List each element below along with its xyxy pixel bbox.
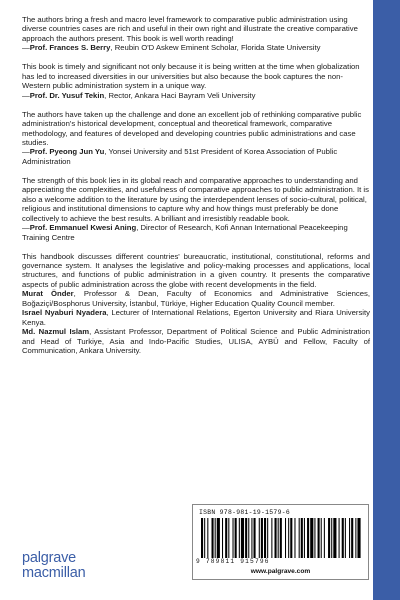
barcode-bar bbox=[324, 518, 325, 558]
cover-spine-strip bbox=[373, 0, 400, 600]
barcode-bar bbox=[280, 518, 282, 558]
endorsement-attribution: —Prof. Dr. Yusuf Tekin, Rector, Ankara Haci Bayram Veli University bbox=[22, 90, 256, 100]
barcode-bar bbox=[304, 518, 305, 558]
barcode-bars bbox=[199, 518, 361, 558]
barcode-bar bbox=[235, 518, 237, 558]
barcode-bar bbox=[267, 518, 268, 558]
author-bio bbox=[22, 308, 370, 327]
endorsement bbox=[22, 176, 370, 242]
barcode-bar bbox=[299, 518, 300, 558]
endorsement-quote: The strength of this book lies in its global reach and comparative approaches to understanding and appreciating the complexities, and usefulness of comparative approaches to public administration. It is also a welcome addition to the literature by using the interdependent lenses of socio-cultural, political, religious and institutional dimensions to capture why and how things must preferably be done collectively to achieve the best results. A brilliant and irresistibly readable book. bbox=[22, 175, 369, 223]
author-details: , Professor & Dean, Faculty of Economics and Administrative Sciences, Boğaziçi/Bosphorus University, İstanbul, Türkiye, Higher Education Quality Council member. bbox=[22, 289, 370, 308]
barcode-bar bbox=[318, 518, 320, 558]
barcode-bar bbox=[357, 518, 360, 558]
endorsement-quote: The authors have taken up the challenge and done an excellent job of rethinking comparative public administration's historical development, conceptual and theoretical framework, comparative methodology, and features of developed and developing countries public administrations and case studies. bbox=[22, 109, 362, 147]
endorser-name: Prof. Emmanuel Kwesi Aning bbox=[29, 223, 137, 233]
book-description: This handbook discusses different countries' bureaucratic, institutional, constitutional, reforms and governance system. It analyses the legislative and policy-making processes and applications, local structures, and functions of public administration in a given country. It presents the comparative aspects of public administration across the globe with recent developments in the field. bbox=[22, 251, 370, 289]
barcode-bar bbox=[248, 518, 249, 558]
barcode-bar bbox=[307, 518, 309, 558]
author-name: Md. Nazmul Islam bbox=[22, 327, 90, 337]
barcode-bar bbox=[339, 518, 340, 558]
endorsement-attribution: —Prof. Emmanuel Kwesi Aning, Director of Research, Kofi Annan International Peacekeeping Training Centre bbox=[22, 223, 348, 242]
barcode-bar bbox=[212, 518, 214, 558]
barcode-bar bbox=[349, 518, 350, 558]
barcode-bar bbox=[321, 518, 322, 558]
author-name: Israel Nyaburi Nyadera bbox=[22, 308, 107, 318]
barcode-bar bbox=[328, 518, 330, 558]
endorser-name: Prof. Pyeong Jun Yu bbox=[29, 147, 105, 157]
barcode-bar bbox=[215, 518, 216, 558]
author-details: , Assistant Professor, Department of Political Science and Public Administration and Head of Turkiye, Asia and Indo-Pacific Studies, ULISA, AYBÜ and Fellow, Faculty of Communication, Ankara University. bbox=[22, 327, 370, 356]
endorsement bbox=[22, 15, 370, 53]
barcode-bar bbox=[261, 518, 263, 558]
endorsement-attribution: —Prof. Frances S. Berry, Reubin O'D Askew Eminent Scholar, Florida State University bbox=[22, 43, 321, 53]
barcode-bar bbox=[345, 518, 346, 558]
barcode-bar bbox=[290, 518, 292, 558]
barcode-bar bbox=[241, 518, 244, 558]
publisher-logo bbox=[22, 551, 85, 581]
barcode-bar bbox=[225, 518, 227, 558]
barcode-bar bbox=[207, 518, 208, 558]
barcode-bar bbox=[251, 518, 252, 558]
barcode-bar bbox=[301, 518, 303, 558]
endorser-affiliation: , Yonsei University and 51st President of Korea Association of Public Administration bbox=[22, 147, 338, 166]
barcode-bar bbox=[288, 518, 289, 558]
author-bio bbox=[22, 289, 370, 308]
barcode-bar bbox=[245, 518, 247, 558]
endorsement bbox=[22, 62, 370, 100]
publisher-website: www.palgrave.com bbox=[250, 568, 311, 575]
barcode-bar bbox=[342, 518, 344, 558]
barcode-bar bbox=[201, 518, 203, 558]
barcode-bar bbox=[239, 518, 240, 558]
endorser-affiliation: , Director of Research, Kofi Annan International Peacekeeping Training Centre bbox=[22, 223, 348, 242]
barcode-bar bbox=[314, 518, 315, 558]
isbn-barcode bbox=[192, 504, 369, 580]
barcode-bar bbox=[217, 518, 220, 558]
barcode-bar bbox=[254, 518, 256, 558]
barcode-bar bbox=[275, 518, 277, 558]
endorser-name: Prof. Dr. Yusuf Tekin bbox=[29, 90, 105, 100]
barcode-bar bbox=[294, 518, 295, 558]
barcode-bar bbox=[355, 518, 356, 558]
author-details: , Lecturer of International Relations, Egerton University and Riara University Kenya. bbox=[22, 308, 370, 327]
endorsement-quote: The authors bring a fresh and macro level framework to comparative public administration using diverse countries cases are rich and useful in their own right and illustrate the creative comparative approach the authors present. This book is well worth reading! bbox=[22, 15, 358, 43]
isbn-label: ISBN 978-981-19-1579-6 bbox=[199, 509, 290, 516]
publisher-name-line1: palgrave bbox=[22, 550, 77, 566]
author-bio bbox=[22, 327, 370, 355]
endorser-affiliation: , Reubin O'D Askew Eminent Scholar, Florida State University bbox=[110, 43, 321, 53]
barcode-bar bbox=[222, 518, 223, 558]
barcode-bar bbox=[204, 518, 205, 558]
barcode-bar bbox=[259, 518, 260, 558]
barcode-bar bbox=[278, 518, 279, 558]
endorser-name: Prof. Frances S. Berry bbox=[29, 43, 111, 53]
barcode-digits: 9 789811 915796 bbox=[196, 558, 270, 565]
barcode-bar bbox=[285, 518, 286, 558]
endorser-affiliation: , Rector, Ankara Haci Bayram Veli University bbox=[104, 90, 256, 100]
barcode-bar bbox=[271, 518, 272, 558]
barcode-bar bbox=[333, 518, 336, 558]
author-name: Murat Önder bbox=[22, 289, 74, 299]
endorsement-attribution: —Prof. Pyeong Jun Yu, Yonsei University and 51st President of Korea Association of Public Administration bbox=[22, 147, 338, 166]
barcode-bar bbox=[331, 518, 332, 558]
endorsement-quote: This book is timely and significant not only because it is being written at the time when globalization has led to increased diversities in our universities but also because the book captures the non-Western public administration system in a unique way. bbox=[22, 62, 360, 91]
barcode-bar bbox=[310, 518, 313, 558]
barcode-bar bbox=[351, 518, 353, 558]
publisher-name-line2: macmillan bbox=[22, 565, 86, 581]
back-cover-text bbox=[22, 15, 370, 356]
endorsement bbox=[22, 110, 370, 167]
barcode-bar bbox=[228, 518, 229, 558]
barcode-bar bbox=[233, 518, 234, 558]
barcode-bar bbox=[264, 518, 266, 558]
